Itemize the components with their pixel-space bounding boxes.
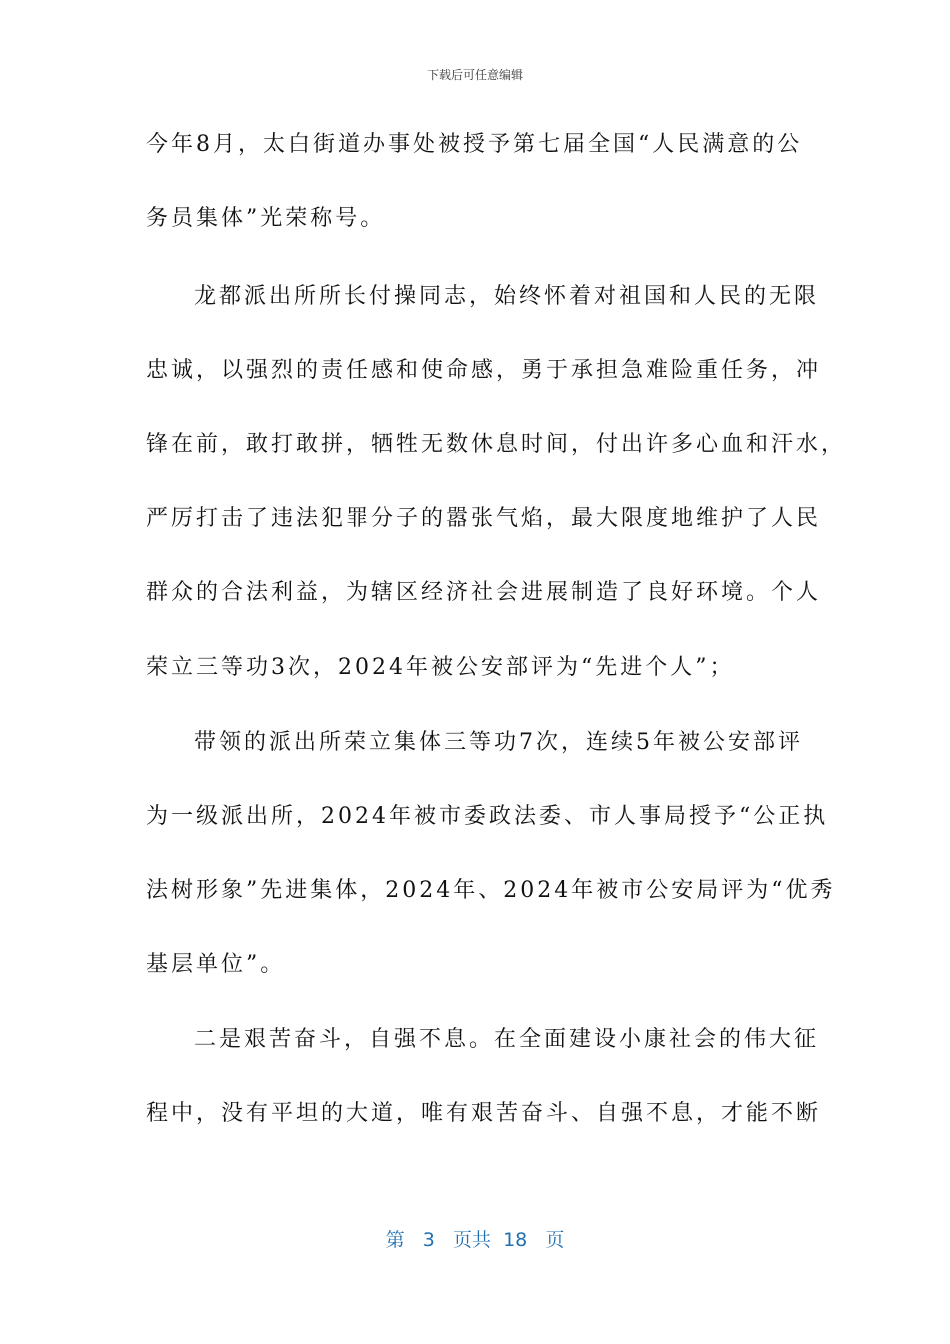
text-line: 严厉打击了违法犯罪分子的嚣张气焰，最大限度地维护了人民 [146,506,822,531]
paragraph-start-line: 龙都派出所所长付操同志，始终怀着对祖国和人民的无限 [194,284,820,309]
total-pages-number: 18 [503,1229,528,1251]
text-line: 荣立三等功3次，2024年被公安部评为“先进个人”； [146,655,735,680]
page-header: 下载后可任意编辑 [426,68,523,82]
footer-middle: 页共 [452,1229,491,1251]
text-line: 忠诚，以强烈的责任感和使命感，勇于承担急难险重任务，冲 [146,358,822,383]
footer-prefix: 第 [385,1229,405,1251]
text-line: 群众的合法利益，为辖区经济社会进展制造了良好环境。个人 [146,580,822,605]
current-page-number: 3 [422,1229,435,1251]
text-line: 基层单位”。 [146,952,286,977]
footer-suffix: 页 [545,1229,565,1251]
paragraph-start-line: 二是艰苦奋斗，自强不息。在全面建设小康社会的伟大征 [194,1027,820,1052]
text-line: 法树形象”先进集体，2024年、2024年被市公安局评为“优秀 [146,878,836,903]
page-number-footer [0,1225,950,1252]
text-line: 程中，没有平坦的大道，唯有艰苦奋斗、自强不息，才能不断 [146,1101,822,1126]
paragraph-start-line: 带领的派出所荣立集体三等功7次，连续5年被公安部评 [194,730,803,755]
text-line: 今年8月，太白街道办事处被授予第七届全国“人民满意的公 [146,132,803,157]
text-line: 为一级派出所，2024年被市委政法委、市人事局授予“公正执 [146,804,829,829]
text-line: 锋在前，敢打敢拼，牺牲无数休息时间，付出许多心血和汗水， [146,432,847,457]
text-line: 务员集体”光荣称号。 [146,206,386,231]
